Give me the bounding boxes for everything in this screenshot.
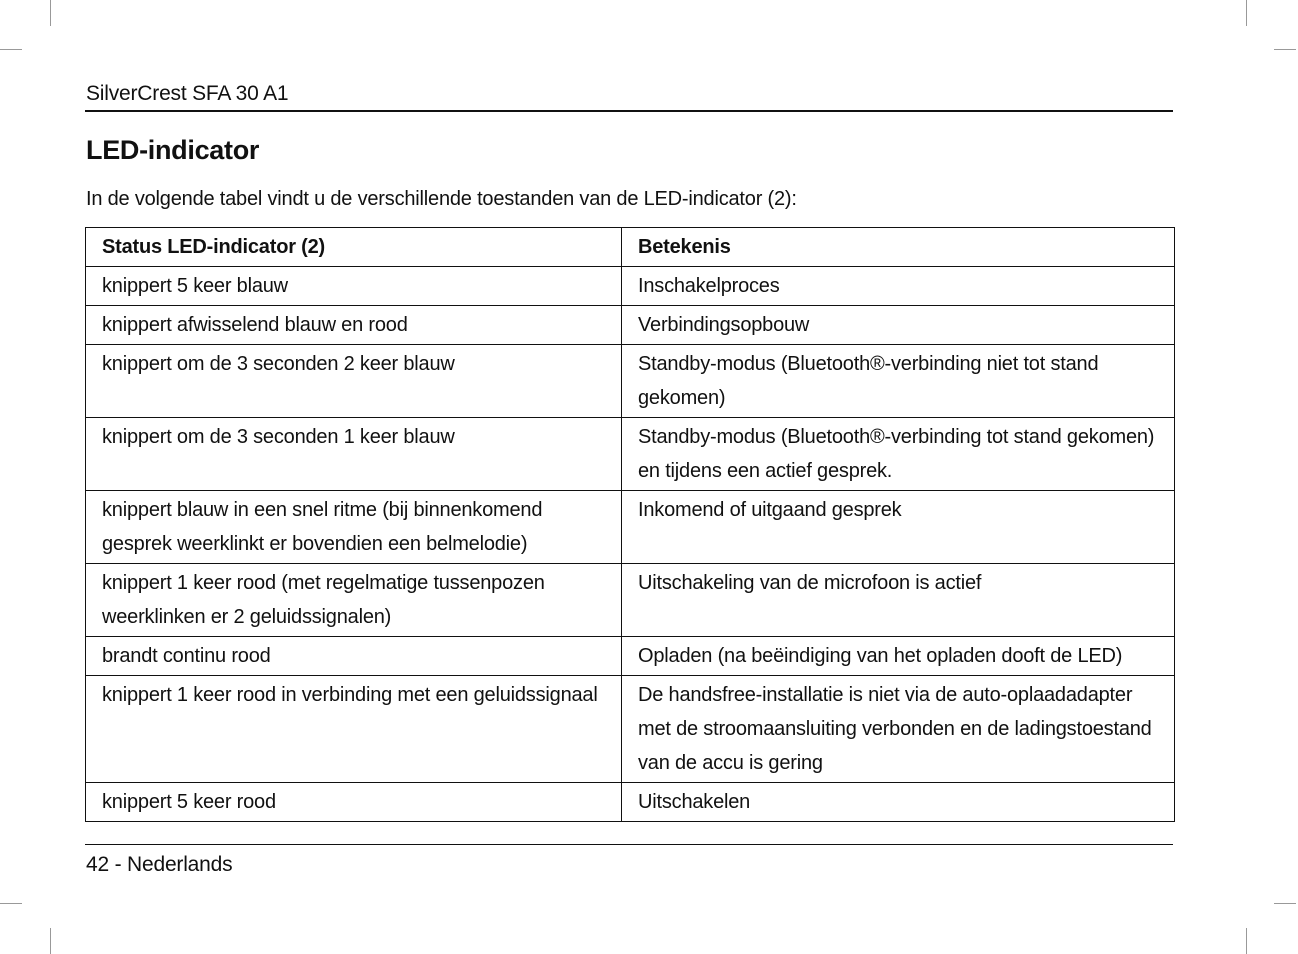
status-cell: knippert om de 3 seconden 1 keer blauw bbox=[86, 418, 622, 491]
meaning-cell: Uitschakeling van de microfoon is actief bbox=[622, 564, 1175, 637]
intro-paragraph: In de volgende tabel vindt u de verschillende toestanden van de LED-indicator (2): bbox=[86, 188, 797, 210]
header-divider bbox=[85, 110, 1173, 112]
meaning-cell: Inkomend of uitgaand gesprek bbox=[622, 491, 1175, 564]
meaning-cell: Verbindingsopbouw bbox=[622, 306, 1175, 345]
status-cell: knippert 1 keer rood in verbinding met een geluidssignaal bbox=[86, 676, 622, 783]
crop-mark bbox=[1274, 903, 1296, 904]
status-cell: knippert 5 keer blauw bbox=[86, 267, 622, 306]
page-number: 42 - Nederlands bbox=[86, 853, 233, 876]
table-row bbox=[86, 491, 1175, 564]
crop-mark bbox=[50, 0, 51, 26]
crop-mark bbox=[0, 903, 22, 904]
status-cell: knippert 5 keer rood bbox=[86, 783, 622, 822]
status-cell: knippert afwisselend blauw en rood bbox=[86, 306, 622, 345]
table-row bbox=[86, 306, 1175, 345]
crop-mark bbox=[0, 49, 22, 50]
meaning-cell: Standby-modus (Bluetooth®-verbinding niet tot stand gekomen) bbox=[622, 345, 1175, 418]
status-cell: knippert 1 keer rood (met regelmatige tussenpozen weerklinken er 2 geluidssignalen) bbox=[86, 564, 622, 637]
table-row bbox=[86, 676, 1175, 783]
column-header-meaning: Betekenis bbox=[622, 228, 1175, 267]
column-header-status: Status LED-indicator (2) bbox=[86, 228, 622, 267]
meaning-cell: Opladen (na beëindiging van het opladen dooft de LED) bbox=[622, 637, 1175, 676]
crop-mark bbox=[1274, 49, 1296, 50]
meaning-cell: Standby-modus (Bluetooth®-verbinding tot stand gekomen) en tijdens een actief gesprek. bbox=[622, 418, 1175, 491]
crop-mark bbox=[1246, 928, 1247, 954]
meaning-cell: De handsfree-installatie is niet via de auto-oplaadadapter met de stroomaansluiting verbonden en de ladingstoestand van de accu is gering bbox=[622, 676, 1175, 783]
meaning-cell: Uitschakelen bbox=[622, 783, 1175, 822]
crop-mark bbox=[1246, 0, 1247, 26]
led-status-table bbox=[85, 227, 1175, 822]
footer-divider bbox=[85, 844, 1173, 845]
status-cell: knippert blauw in een snel ritme (bij binnenkomend gesprek weerklinkt er bovendien een belmelodie) bbox=[86, 491, 622, 564]
table-row bbox=[86, 418, 1175, 491]
crop-mark bbox=[50, 928, 51, 954]
section-title: LED-indicator bbox=[86, 135, 260, 165]
document-header: SilverCrest SFA 30 A1 bbox=[86, 82, 289, 105]
table-header-row bbox=[86, 228, 1175, 267]
table-row bbox=[86, 267, 1175, 306]
table-row bbox=[86, 783, 1175, 822]
status-cell: brandt continu rood bbox=[86, 637, 622, 676]
table-row bbox=[86, 564, 1175, 637]
table-row bbox=[86, 637, 1175, 676]
table-row bbox=[86, 345, 1175, 418]
meaning-cell: Inschakelproces bbox=[622, 267, 1175, 306]
status-cell: knippert om de 3 seconden 2 keer blauw bbox=[86, 345, 622, 418]
